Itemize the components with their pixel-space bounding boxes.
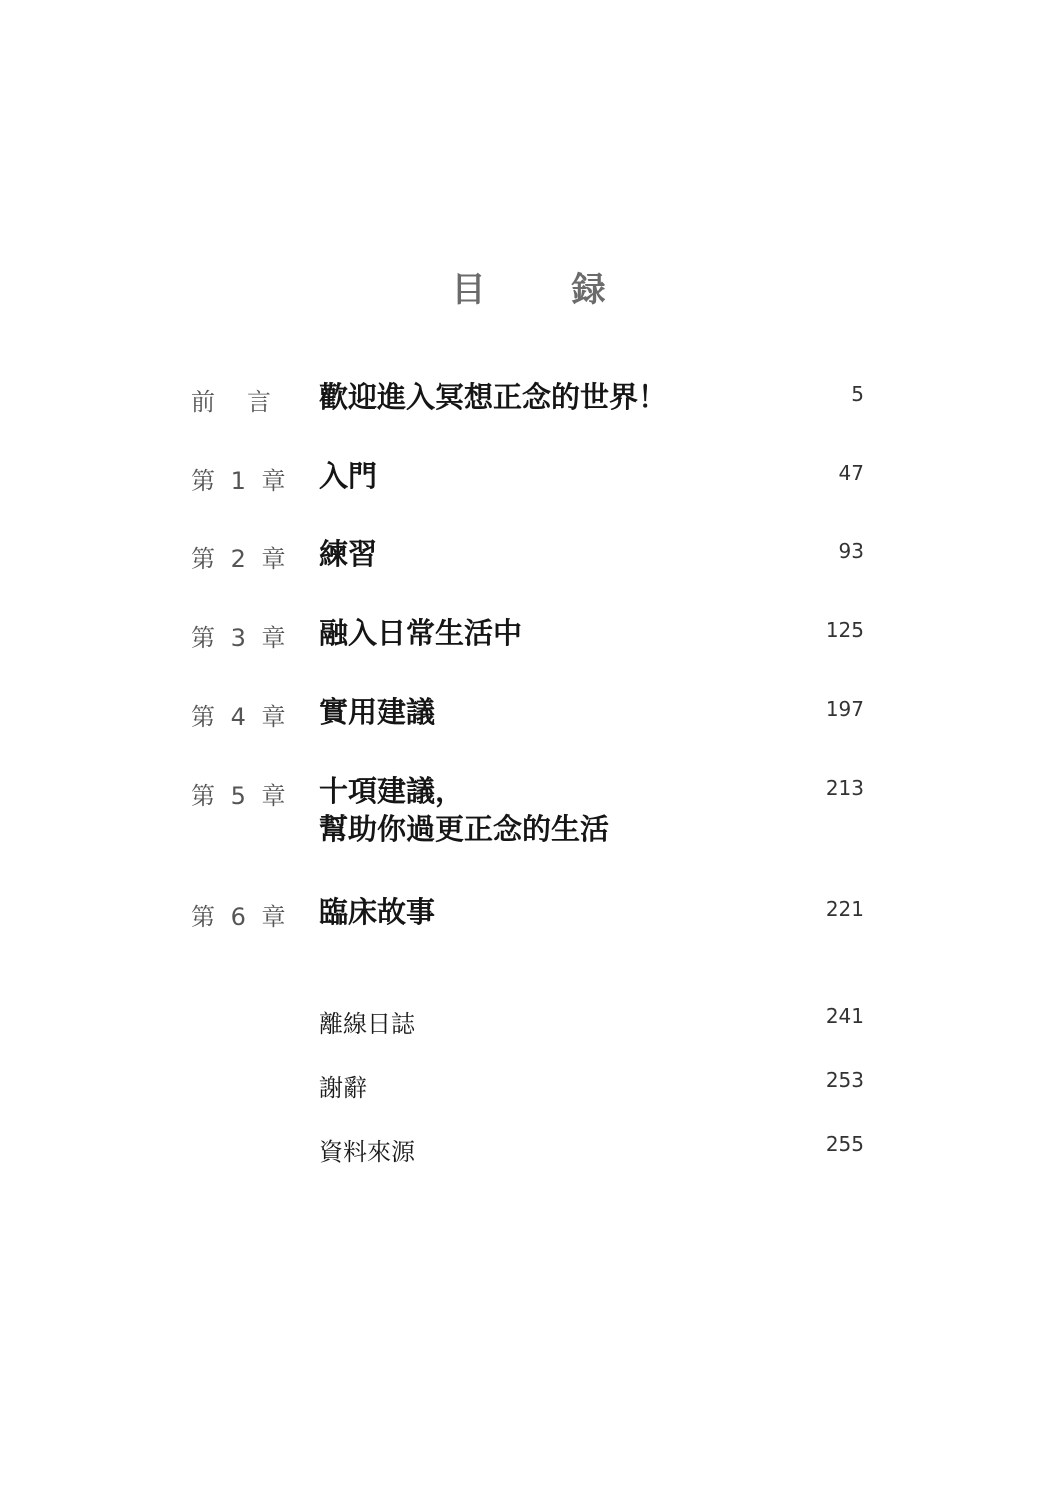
- entry-page-number: 93: [838, 539, 864, 563]
- toc-entry-sources: [0, 1132, 1057, 1192]
- entry-label: 第 1 章: [191, 467, 290, 495]
- toc-entry-preface: [0, 382, 1057, 442]
- entry-label: 第 3 章: [191, 624, 290, 652]
- entry-title-line-1: 十項建議，: [319, 774, 465, 808]
- entry-page-number: 197: [825, 697, 864, 721]
- toc-entry-chapter-3: [0, 618, 1057, 678]
- entry-title: 歡迎進入冥想正念的世界！: [319, 380, 668, 414]
- toc-entry-acknowledgements: [0, 1068, 1057, 1128]
- entry-title: 謝辭: [319, 1074, 367, 1102]
- entry-page-number: 255: [825, 1132, 864, 1156]
- entry-page-number: 5: [851, 382, 864, 406]
- entry-label: 第 5 章: [191, 782, 290, 810]
- entry-title: 離線日誌: [319, 1010, 415, 1038]
- entry-label: 前 言: [191, 388, 275, 416]
- toc-entry-chapter-1: [0, 461, 1057, 521]
- entry-page-number: 125: [825, 618, 864, 642]
- entry-page-number: 253: [825, 1068, 864, 1092]
- toc-entry-chapter-5: [0, 776, 1057, 856]
- entry-title: 實用建議: [319, 695, 436, 729]
- toc-entry-chapter-6: [0, 897, 1057, 957]
- entry-page-number: 241: [825, 1004, 864, 1028]
- entry-page-number: 221: [825, 897, 864, 921]
- entry-label: 第 4 章: [191, 703, 290, 731]
- entry-label: 第 6 章: [191, 903, 290, 931]
- toc-entry-offline-journal: [0, 1004, 1057, 1064]
- entry-title: 練習: [319, 537, 378, 571]
- toc-entry-chapter-2: [0, 539, 1057, 599]
- entry-title: 資料來源: [319, 1138, 415, 1166]
- page-title: 目 録: [451, 270, 632, 310]
- entry-label: 第 2 章: [191, 545, 290, 573]
- entry-title: 臨床故事: [319, 895, 436, 929]
- toc-entry-chapter-4: [0, 697, 1057, 757]
- entry-title: 入門: [319, 459, 378, 493]
- entry-title: 融入日常生活中: [319, 616, 523, 650]
- entry-title-line-2: 幫助你過更正念的生活: [319, 812, 610, 846]
- entry-page-number: 213: [825, 776, 864, 800]
- entry-page-number: 47: [838, 461, 864, 485]
